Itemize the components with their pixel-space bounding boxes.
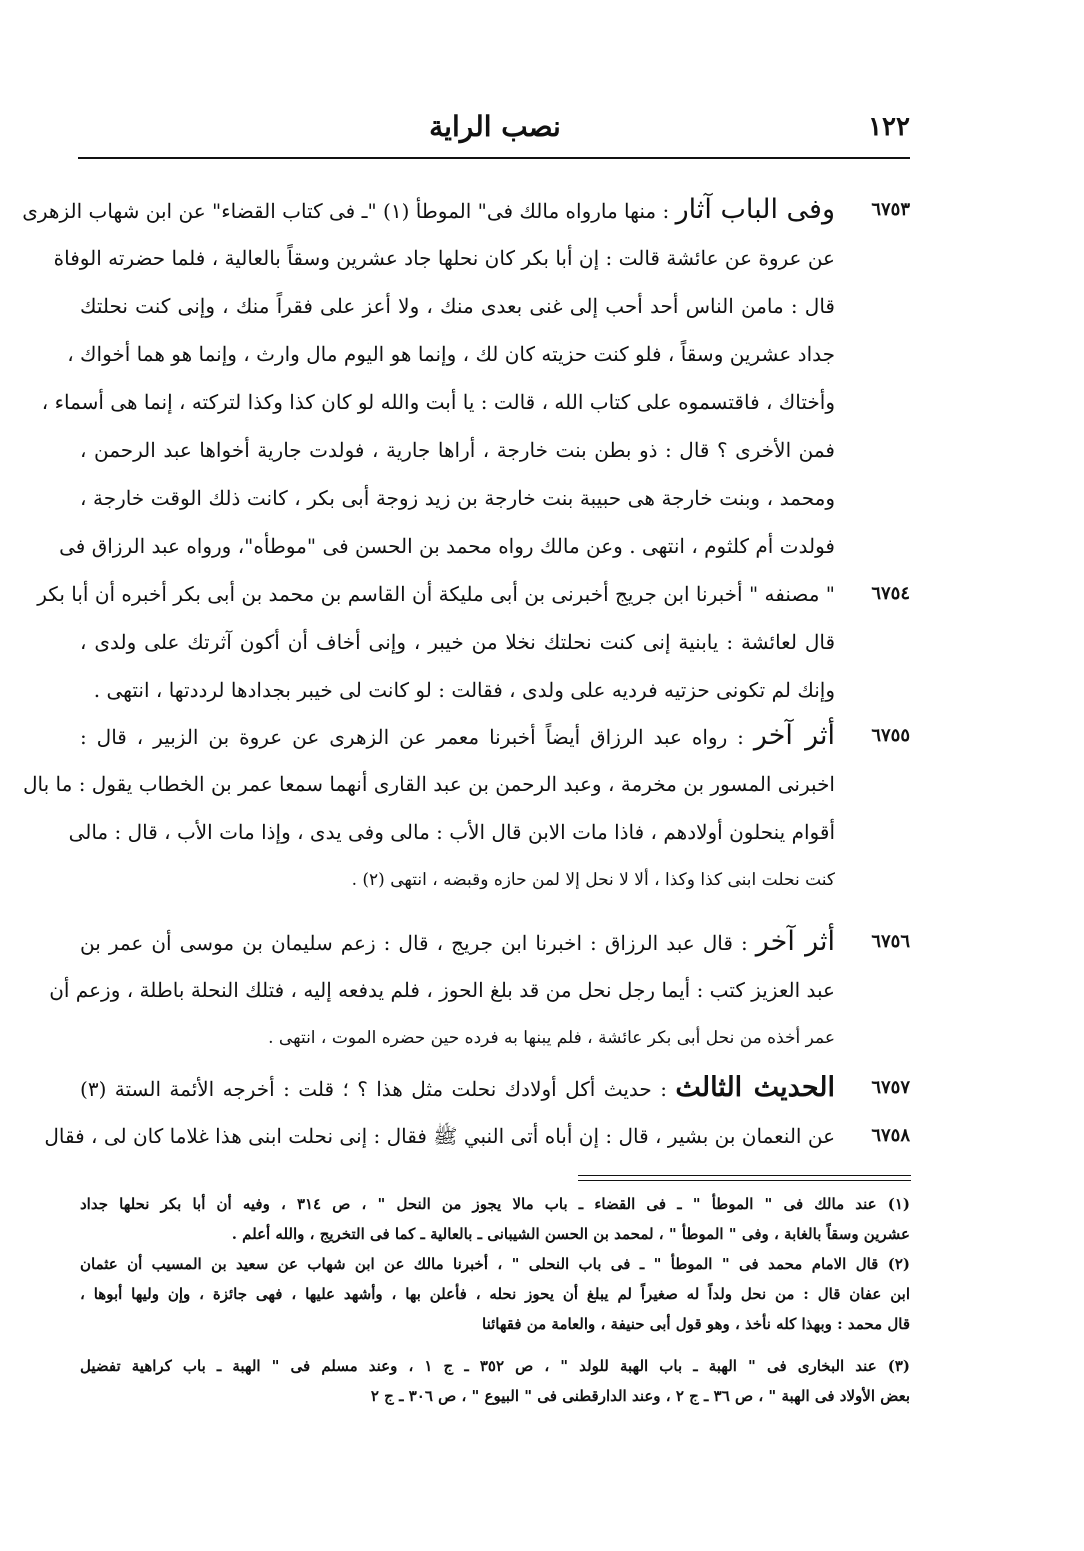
text-line: عن النعمان بن بشير ، قال : إن أباه أتى النبي ﷺ فقال : إنى نحلت ابنى هذا غلاما كان لى ، فقال xyxy=(44,1124,835,1148)
section-lead: أثر آخر xyxy=(753,720,835,751)
text-line: وإنك لم تكونى حزتيه فرديه على ولدى ، فقالت : لو كانت لى خيبر بجدادها لرددتها ، انتهى . xyxy=(93,678,835,702)
header-rule xyxy=(78,157,910,159)
footnote-line: (٣) عند البخارى فى " الهبة ـ باب الهبة للولد " ، ص ٣٥٢ ـ ج ١ ، وعند مسلم فى " الهبة ـ باب كراهية تفضيل xyxy=(80,1357,911,1375)
section-lead: الحديث الثالث xyxy=(675,1072,835,1103)
text-line: الحديث الثالث : حديث أكل أولادك نحلت مثل هذا ؟ ؛ قلت : أخرجه الأئمة الستة (٣) xyxy=(80,1072,835,1103)
text-line: عمر أخذه من نحل أبى بكر عائشة ، فلم يبنها به فرده حين حضره الموت ، انتهى . xyxy=(268,1028,835,1048)
text-line: وأختاك ، فاقتسموه على كتاب الله ، قالت : يا أبت والله لو كان كذا وكذا لتركته ، إنما هى أسماء ، xyxy=(41,390,835,414)
text-line: أثر آخر : رواه عبد الرزاق أيضاً أخبرنا معمر عن الزهرى عن عروة بن الزبير ، قال : xyxy=(80,720,835,751)
footnote-rule xyxy=(578,1180,911,1181)
footnote-line: (١) عند مالك فى " الموطأ " ـ فى القضاء ـ باب مالا يجوز من النحل " ، ص ٣١٤ ، وفيه أن أبا بكر نحلها جداد xyxy=(80,1195,910,1213)
paragraph-number: ٦٧٥٣ xyxy=(871,199,910,220)
text-line: فولدت أم كلثوم ، انتهى . وعن مالك رواه محمد بن الحسن فى "موطأه"، ورواه عبد الرزاق فى xyxy=(59,534,835,558)
text-line: اخبرنى المسور بن مخرمة ، وعبد الرحمن بن عبد القارى أنهما سمعا عمر بن الخطاب يقول : ما بال xyxy=(23,772,835,796)
text-line: قال : مامن الناس أحد أحب إلى غنى بعدى منك ، ولا أعز على فقراً منك ، وإنى كنت نحلتك xyxy=(80,294,835,318)
text-line: جداد عشرين وسقاً ، فلو كنت حزيته كان لك ، وإنما هو اليوم مال وارث ، وإنما هو هما أخواك ، xyxy=(67,342,835,366)
text-line: أثر آخر : قال عبد الرزاق : اخبرنا ابن جريج ، قال : زعم سليمان بن موسى أن عمر بن xyxy=(80,926,835,957)
page-header xyxy=(80,108,910,156)
footnote-line: قال محمد : وبهذا كله نأخذ ، وهو قول أبى حنيفة ، والعامة من فقهائنا xyxy=(482,1315,910,1333)
text-line: عبد العزيز كتب : أيما رجل نحل من قد بلغ الحوز ، فلم يدفعه إليه ، فتلك النحلة باطلة ، وزعم أن xyxy=(49,978,835,1002)
footnote-line: عشرين وسقاً بالغابة ، وفى " الموطأ " ، لمحمد بن الحسن الشيبانى ـ بالعالية ـ كما فى التخريج ، والله أعلم . xyxy=(231,1225,910,1243)
paragraph-number: ٦٧٥٧ xyxy=(871,1077,910,1098)
page-number: ١٢٢ xyxy=(868,112,910,142)
section-lead: أثر آخر xyxy=(755,926,835,957)
footnote-line: (٢) قال الامام محمد فى " الموطأ " ـ فى باب النحلى " ، أخبرنا مالك عن ابن شهاب عن سعيد بن المسيب أن عثمان xyxy=(80,1255,910,1273)
paragraph-number: ٦٧٥٤ xyxy=(871,583,910,604)
footnote-rule xyxy=(578,1175,911,1176)
text-line: أقوام ينحلون أولادهم ، فاذا مات الابن قال الأب : مالى وفى يدى ، وإذا مات الأب ، قال : مالى xyxy=(68,820,835,844)
footnote-line: بعض الأولاد فى الهبة " ، ص ٣٦ ـ ج ٢ ، وعند الدارقطنى فى " البيوع " ، ص ٣٠٦ ـ ج ٢ xyxy=(370,1387,910,1405)
paragraph-number: ٦٧٥٥ xyxy=(871,725,910,746)
text-line: قال لعائشة : يابنية إنى كنت نحلتك نخلا من خيبر ، وإنى أخاف أن أكون آثرتك على ولدى ، xyxy=(80,630,835,654)
text-line: وفى الباب آثار : منها مارواه مالك فى" الموطأ (١) "ـ فى كتاب القضاء" عن ابن شهاب الزهرى xyxy=(22,194,835,225)
text-line: عن عروة عن عائشة قالت : إن أبا بكر كان نحلها جاد عشرين وسقاً بالعالية ، فلما حضرته الوفاة xyxy=(53,246,835,270)
paragraph-number: ٦٧٥٦ xyxy=(871,931,910,952)
text-line: فمن الأخرى ؟ قال : ذو بطن بنت خارجة ، أراها جارية ، فولدت جارية أخواها عبد الرحمن ، xyxy=(80,438,835,462)
paragraph-number: ٦٧٥٨ xyxy=(871,1125,910,1146)
text-line: ومحمد ، وبنت خارجة هى حبيبة بنت خارجة بن زيد زوجة أبى بكر ، كانت ذلك الوقت خارجة ، xyxy=(80,486,835,510)
running-title: نصب الراية xyxy=(429,110,561,143)
footnote-line: ابن عفان قال : من نحل ولداً له صغيراً لم يبلغ أن يحوز نحله ، فأعلن بها ، وأشهد عليها ، فهى جائزة ، وإن وليها أبوها ، xyxy=(80,1285,910,1303)
text-line: كنت نحلت ابنى كذا وكذا ، ألا لا نحل إلا لمن حازه وقبضه ، انتهى (٢) . xyxy=(351,870,835,890)
section-lead: وفى الباب آثار xyxy=(675,194,835,225)
text-line: " مصنفه " أخبرنا ابن جريج أخبرنى بن أبى مليكة أن القاسم بن محمد بن أبى بكر أخبره أن أبا بكر xyxy=(37,582,835,606)
